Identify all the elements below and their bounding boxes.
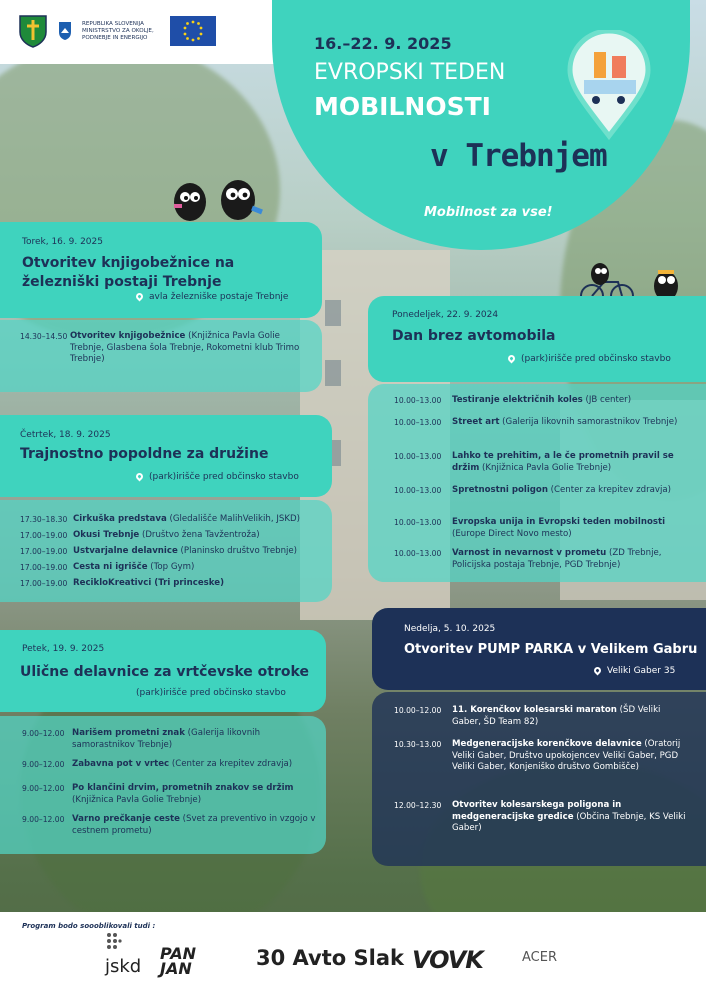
location-pin-icon [507, 354, 517, 364]
item-text [73, 514, 323, 526]
item-time: 10.00–13.00 [394, 518, 442, 527]
item-organizer: (Knjižnica Pavla Golie Trebnje) [72, 794, 202, 805]
item-text [73, 562, 323, 574]
event-card-cetrtek [0, 415, 332, 497]
event-card-torek [0, 222, 322, 318]
item-text [452, 395, 692, 407]
item-text [452, 517, 692, 540]
window-shape [325, 360, 341, 386]
location-text: (park)irišče pred občinsko stavbo [136, 688, 286, 698]
item-organizer: (Knjižnica Pavla Golie Trebnje) [479, 462, 612, 473]
event-title: Otvoritev PUMP PARKA v Velikem Gabru [404, 642, 698, 657]
item-name: Testiranje električnih koles [452, 395, 583, 405]
item-text [452, 739, 692, 774]
item-time: 14.30–14.50 [20, 332, 68, 341]
item-name: Varno prečkanje ceste [72, 814, 180, 824]
item-name: Ustvarjalne delavnice [73, 546, 178, 556]
location-pin-icon [135, 472, 145, 482]
item-name: Zabavna pot v vrtec [72, 759, 170, 769]
item-time: 9.00–12.00 [22, 784, 65, 793]
item-text [452, 485, 692, 497]
event-day: Nedelja, 5. 10. 2025 [404, 624, 496, 634]
item-text [73, 530, 323, 542]
event-location [136, 472, 299, 482]
item-time: 10.00–12.00 [394, 706, 442, 715]
item-organizer: (Galerija likovnih samorastnikov Trebnje) [72, 728, 261, 750]
item-organizer: (ZD Trebnje, Policijska postaja Trebnje, PGD Trebnje) [452, 548, 662, 570]
event-title: Trajnostno popoldne za družine [20, 446, 269, 462]
item-name: Medgeneracijske korenčkove delavnice [452, 739, 642, 749]
event-day: Torek, 16. 9. 2025 [22, 237, 103, 247]
item-text [452, 705, 692, 728]
event-list-nedelja [372, 692, 706, 866]
item-organizer: (Knjižnica Pavla Golie Trebnje, Glasbena šola Trebnje, Rokometni klub Trimo Trebnje) [70, 331, 300, 364]
item-time: 10.00–13.00 [394, 418, 442, 427]
item-time: 10.30–13.00 [394, 740, 442, 749]
item-text [452, 451, 692, 474]
item-time: 9.00–12.00 [22, 815, 65, 824]
sponsor-jskd: jskd [105, 956, 142, 977]
event-list-petek [0, 716, 326, 854]
logo-row [18, 14, 216, 48]
title-line-3: v Trebnjem [430, 138, 607, 174]
event-list-torek [0, 320, 322, 392]
item-time: 10.00–13.00 [394, 452, 442, 461]
event-location [136, 292, 288, 302]
item-organizer: (Oratorij Veliki Gaber, Društvo upokojencev Veliki Gaber, PGD Veliki Gaber, Konjeniško društvo Gombišče) [452, 739, 681, 772]
item-organizer: (Društvo žena Tavžentroža) [139, 530, 260, 540]
item-text [72, 783, 318, 806]
item-text [72, 814, 318, 837]
map-pin-illustration-icon [566, 30, 652, 140]
item-time: 17.30–18.30 [20, 515, 68, 524]
item-organizer: (Svet za preventivo in vzgojo v cestnem prometu) [72, 814, 316, 836]
item-name: Otvoritev kolesarskega poligona in medgeneracijske gredice [452, 800, 622, 822]
item-time: 10.00–13.00 [394, 486, 442, 495]
item-name: Street art [452, 417, 500, 427]
title-line-2: MOBILNOSTI [314, 92, 491, 121]
item-name: Otvoritev knjigobežnice [70, 331, 186, 341]
title-line-1: EVROPSKI TEDEN [314, 60, 506, 85]
event-title: Dan brez avtomobila [392, 328, 556, 344]
item-name: Okusi Trebnje [73, 530, 140, 540]
item-name: Lahko te prehitim, a le če prometnih pravil se držim [452, 451, 674, 473]
item-name: 11. Korenčkov kolesarski maraton [452, 705, 617, 715]
item-name: Cesta ni igrišče [73, 562, 148, 572]
item-organizer: (Galerija likovnih samorastnikov Trebnje) [499, 417, 678, 427]
item-organizer: (Gledališče MalihVelikih, JSKD) [166, 514, 300, 524]
item-organizer: (Top Gym) [147, 562, 195, 572]
event-list-ponedeljek [368, 384, 706, 582]
item-name: Evropska unija in Evropski teden mobilnosti [452, 517, 666, 527]
item-name: ReciklоKreativci (Tri princeske) [73, 578, 225, 588]
item-name: Spretnostni poligon [452, 485, 548, 495]
item-organizer: (JB center) [582, 395, 632, 405]
item-organizer: (Europe Direct Novo mesto) [452, 528, 572, 539]
sponsor-vovk: VOVK [412, 946, 483, 974]
event-day: Ponedeljek, 22. 9. 2024 [392, 310, 499, 320]
item-organizer: (Center za krepitev zdravja) [547, 485, 671, 495]
location-pin-icon [593, 666, 603, 676]
mascots-icon [160, 170, 270, 228]
item-organizer: (Planinsko društvo Trebnje) [177, 546, 298, 556]
sponsor-panjan: PAN JAN [160, 944, 197, 978]
location-pin-icon [135, 292, 145, 302]
location-text: (park)irišče pred občinsko stavbo [521, 354, 671, 364]
jskd-dots-icon [106, 932, 122, 954]
item-name: Narišem prometni znak [72, 728, 185, 738]
event-location [508, 354, 671, 364]
event-day: Petek, 19. 9. 2025 [22, 644, 105, 654]
item-name: Cirkuška predstava [73, 514, 167, 524]
item-text [72, 728, 318, 751]
location-text: (park)irišče pred občinsko stavbo [149, 472, 299, 482]
item-organizer: (ŠD Veliki Gaber, ŠD Team 82) [452, 705, 661, 727]
item-time: 17.00–19.00 [20, 531, 68, 540]
item-time: 17.00–19.00 [20, 579, 68, 588]
sponsor-avto-slak: 30 Avto Slak [256, 946, 404, 970]
ministry-label: REPUBLIKA SLOVENIJA MINISTRSTVO ZA OKOLJE, PODNEBJE IN ENERGIJO [82, 20, 154, 41]
event-card-petek [0, 630, 326, 712]
item-organizer: (Center za krepitev zdravja) [169, 759, 293, 769]
event-location [136, 688, 286, 698]
item-name: Varnost in nevarnost v prometu [452, 548, 607, 558]
location-text: avla železniške postaje Trebnje [149, 292, 289, 302]
item-time: 9.00–12.00 [22, 729, 65, 738]
item-time: 17.00–19.00 [20, 547, 68, 556]
item-time: 10.00–13.00 [394, 549, 442, 558]
event-dates: 16.–22. 9. 2025 [314, 34, 452, 53]
event-location [594, 666, 675, 676]
item-text [452, 417, 692, 429]
sponsor-acer: ACER [522, 950, 557, 965]
item-text [452, 800, 692, 835]
event-day: Četrtek, 18. 9. 2025 [20, 430, 111, 440]
event-title: Otvoritev knjigobežnice na železniški postaji Trebnje [22, 255, 235, 290]
slogan: Mobilnost za vse! [424, 205, 553, 220]
item-text [73, 546, 323, 558]
item-organizer: (Občina Trebnje, KS Veliki Gaber) [452, 811, 686, 833]
item-time: 12.00–12.30 [394, 801, 442, 810]
municipal-crest-icon [18, 14, 48, 48]
item-time: 10.00–13.00 [394, 396, 442, 405]
event-card-nedelja [372, 608, 706, 690]
item-text [70, 331, 310, 366]
item-text [452, 548, 692, 571]
item-time: 9.00–12.00 [22, 760, 65, 769]
item-name: Po klančini drvim, prometnih znakov se držim [72, 783, 294, 793]
event-card-ponedeljek [368, 296, 706, 382]
item-text [73, 578, 323, 590]
window-shape [325, 300, 341, 326]
event-title: Ulične delavnice za vrtčevske otroke [20, 664, 309, 680]
location-text: Veliki Gaber 35 [607, 666, 676, 676]
sponsor-footer [0, 912, 706, 993]
item-time: 17.00–19.00 [20, 563, 68, 572]
event-list-cetrtek [0, 500, 332, 602]
item-text [72, 759, 318, 771]
eu-flag-icon [170, 16, 216, 46]
sponsor-label: Program bodo soooblikovali tudi : [22, 922, 156, 930]
slovenia-coat-icon [58, 21, 72, 41]
